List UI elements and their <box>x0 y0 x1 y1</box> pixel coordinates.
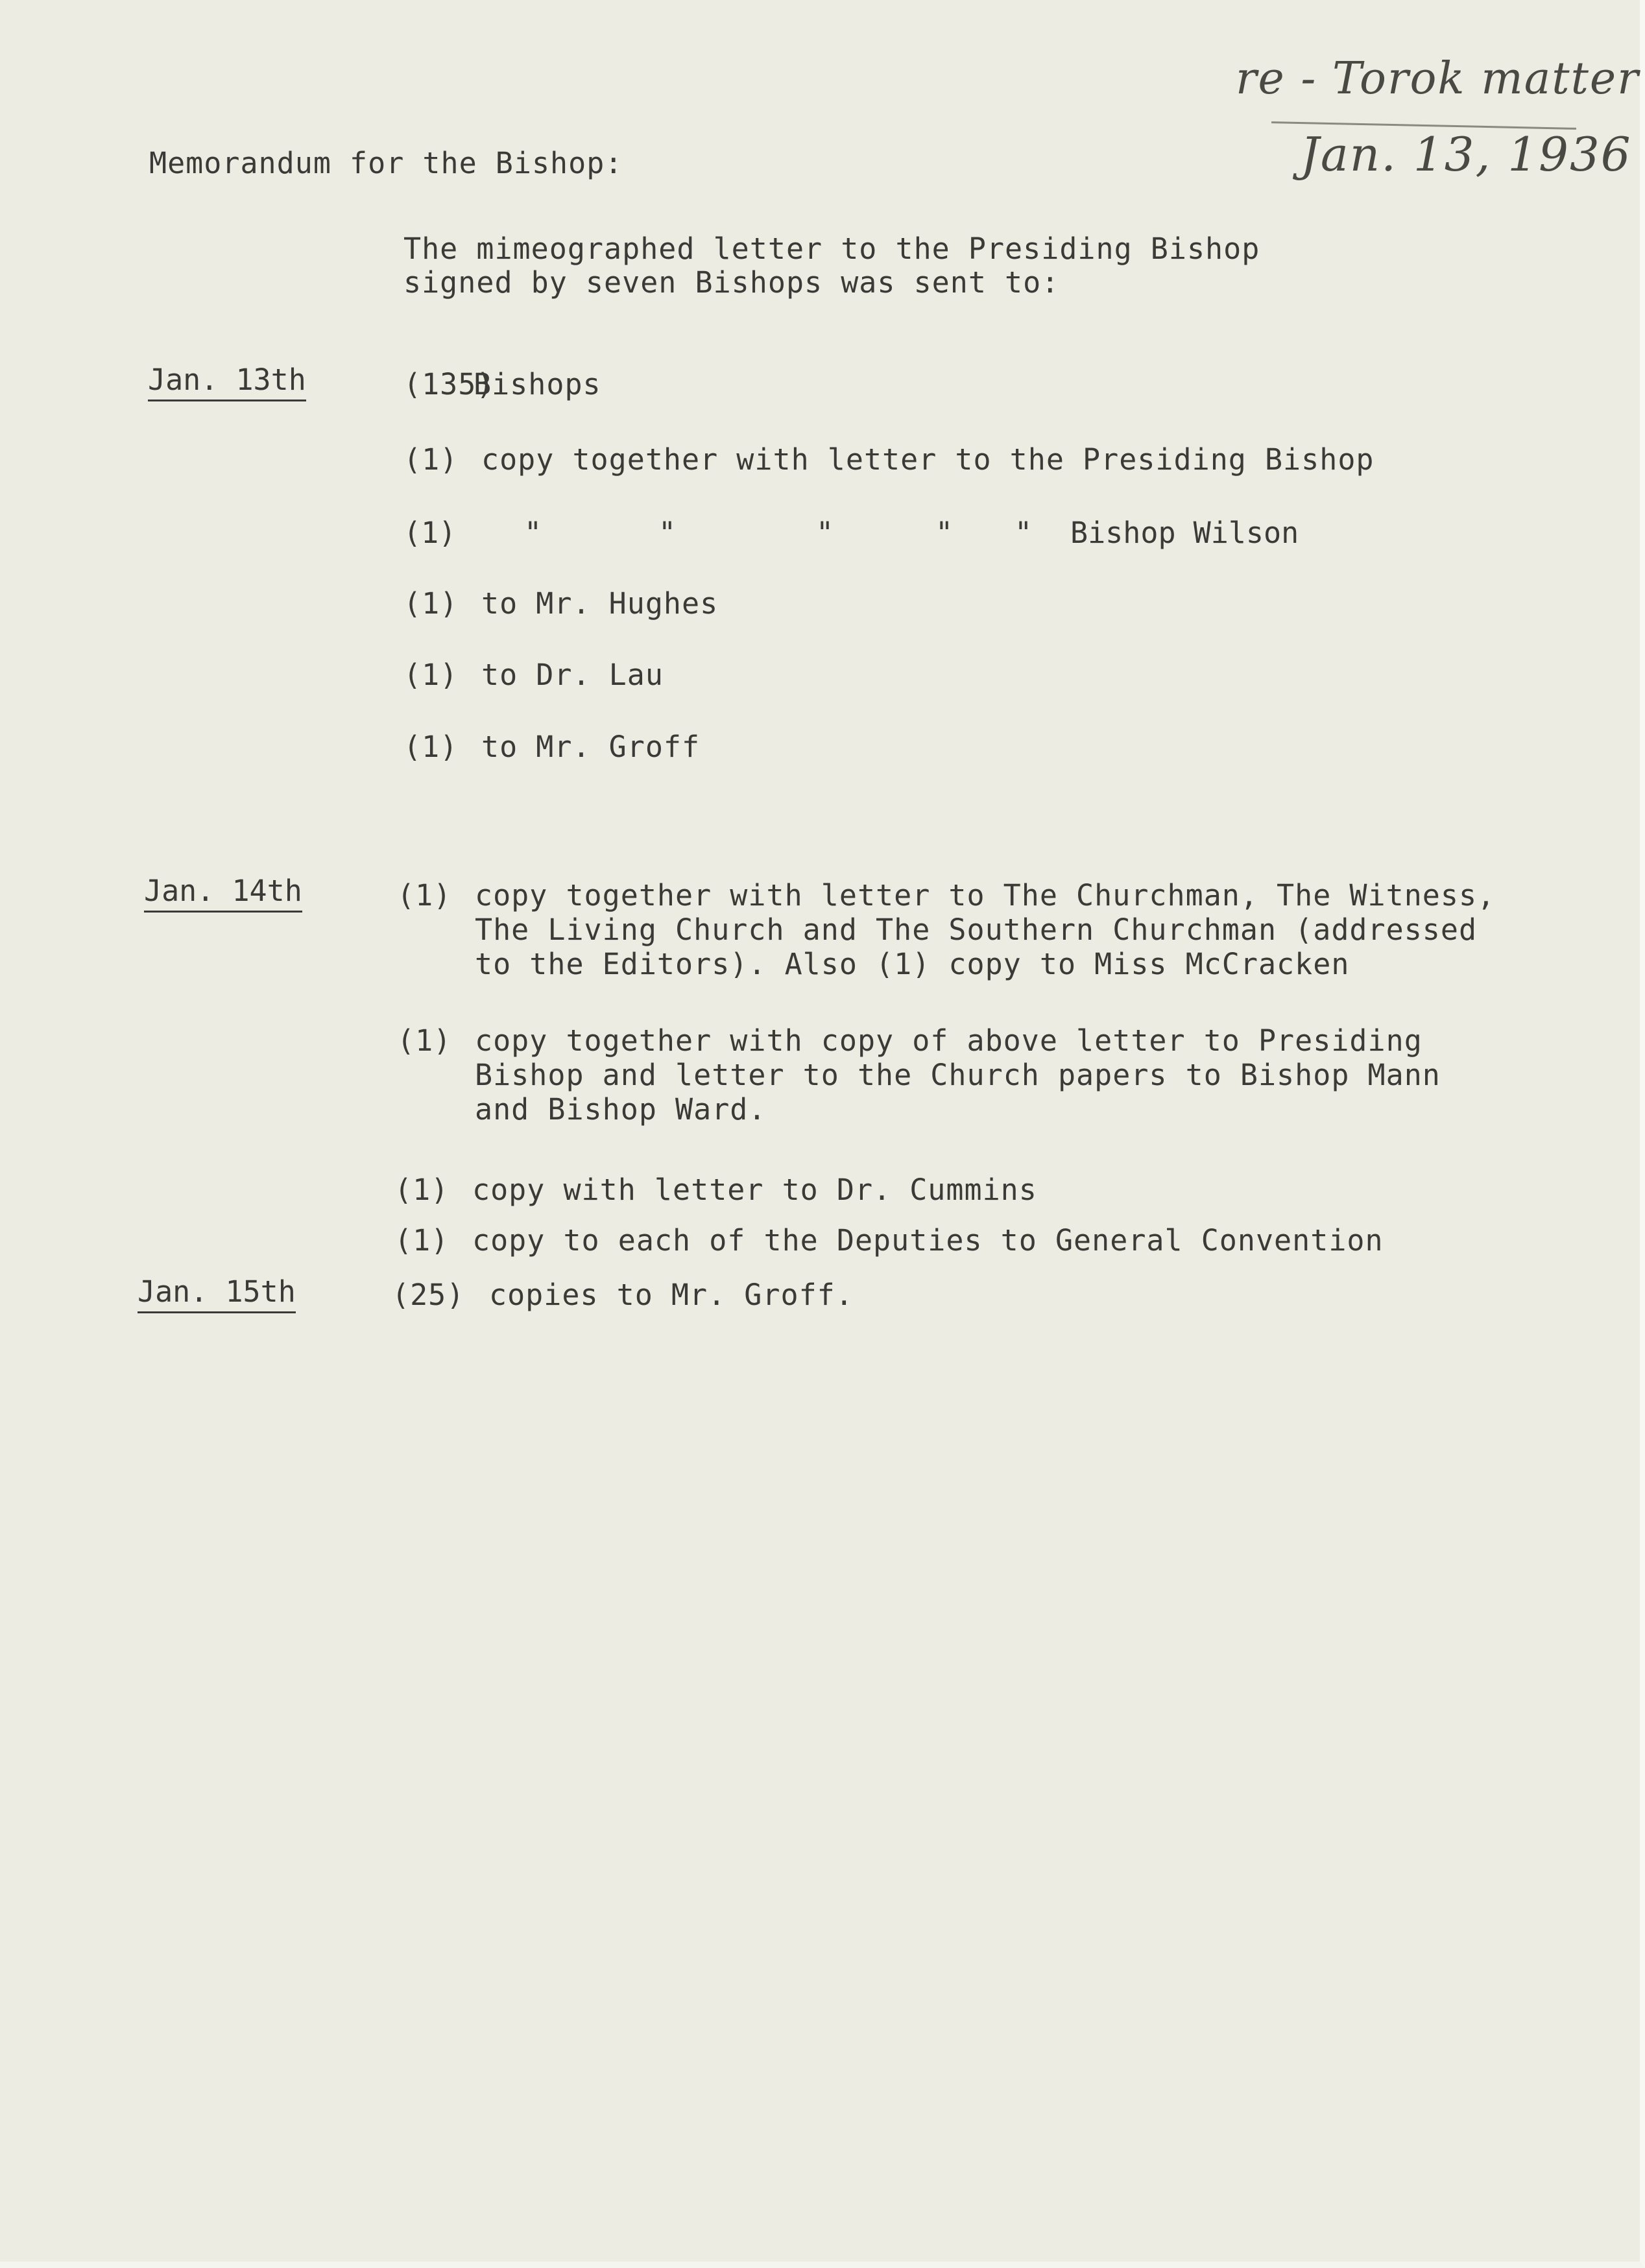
entry-text-line: Bishop and letter to the Church papers to Bishop Mann <box>475 1058 1441 1092</box>
entry-count: (1) <box>403 586 459 621</box>
entry-text-line: The Living Church and The Southern Churchman (addressed <box>475 913 1478 947</box>
entry-count: (1) <box>403 516 457 550</box>
memo-salutation: Memorandum for the Bishop: <box>149 146 623 180</box>
distribution-entry <box>394 1223 1384 1258</box>
entry-count: (1) <box>394 1223 450 1258</box>
distribution-entry <box>403 367 601 401</box>
handwritten-reference: re - Torok matter <box>1236 53 1640 104</box>
entry-count: (1) <box>397 1023 452 1058</box>
distribution-entry <box>403 586 718 621</box>
entry-count: (25) <box>392 1278 465 1312</box>
entry-text-block <box>475 1023 1441 1127</box>
entry-text: to Mr. Hughes <box>481 586 719 621</box>
ditto-mark: " <box>816 516 834 550</box>
entry-count: (135) <box>403 367 495 401</box>
ditto-mark: " <box>935 516 954 550</box>
entry-text-line: copy together with letter to The Churchman, The Witness, <box>475 878 1496 913</box>
ditto-mark: " <box>658 516 677 550</box>
distribution-entry <box>397 1023 1441 1127</box>
distribution-entry <box>403 730 700 764</box>
distribution-entry <box>394 1173 1037 1207</box>
entry-count: (1) <box>397 878 452 913</box>
entry-text: copy together with letter to the Presiding Bishop <box>481 442 1375 477</box>
entry-text: Bishops <box>474 367 601 401</box>
section-date-jan-13: Jan. 13th <box>148 363 306 401</box>
entry-text-line: and Bishop Ward. <box>475 1092 767 1127</box>
entry-text-block <box>475 878 1495 981</box>
entry-count: (1) <box>403 658 459 692</box>
entry-count: (1) <box>403 442 459 477</box>
memo-intro-line: signed by seven Bishops was sent to: <box>403 265 1060 300</box>
entry-text: Bishop Wilson <box>1070 516 1299 550</box>
ditto-mark: " <box>524 516 542 550</box>
section-date-jan-14: Jan. 14th <box>144 874 302 913</box>
entry-text: to Dr. Lau <box>481 658 664 692</box>
entry-text: copies to Mr. Groff. <box>489 1278 854 1312</box>
memo-intro <box>403 232 1260 300</box>
entry-text-line: to the Editors). Also (1) copy to Miss McCracken <box>475 947 1350 981</box>
distribution-entry <box>403 442 1375 477</box>
entry-count: (1) <box>394 1173 450 1207</box>
distribution-entry <box>403 658 664 692</box>
ditto-mark: " <box>1015 516 1033 550</box>
memo-intro-line: The mimeographed letter to the Presiding Bishop <box>403 232 1260 266</box>
entry-count: (1) <box>403 730 459 764</box>
handwritten-date: Jan. 13, 1936 <box>1301 127 1632 182</box>
distribution-entry <box>392 1278 854 1312</box>
distribution-entry <box>397 878 1495 981</box>
section-date-jan-15: Jan. 15th <box>138 1275 296 1313</box>
entry-text: copy to each of the Deputies to General Convention <box>472 1223 1384 1258</box>
entry-text: copy with letter to Dr. Cummins <box>472 1173 1037 1207</box>
entry-text-line: copy together with copy of above letter to Presiding <box>475 1023 1423 1058</box>
entry-text: to Mr. Groff <box>481 730 701 764</box>
